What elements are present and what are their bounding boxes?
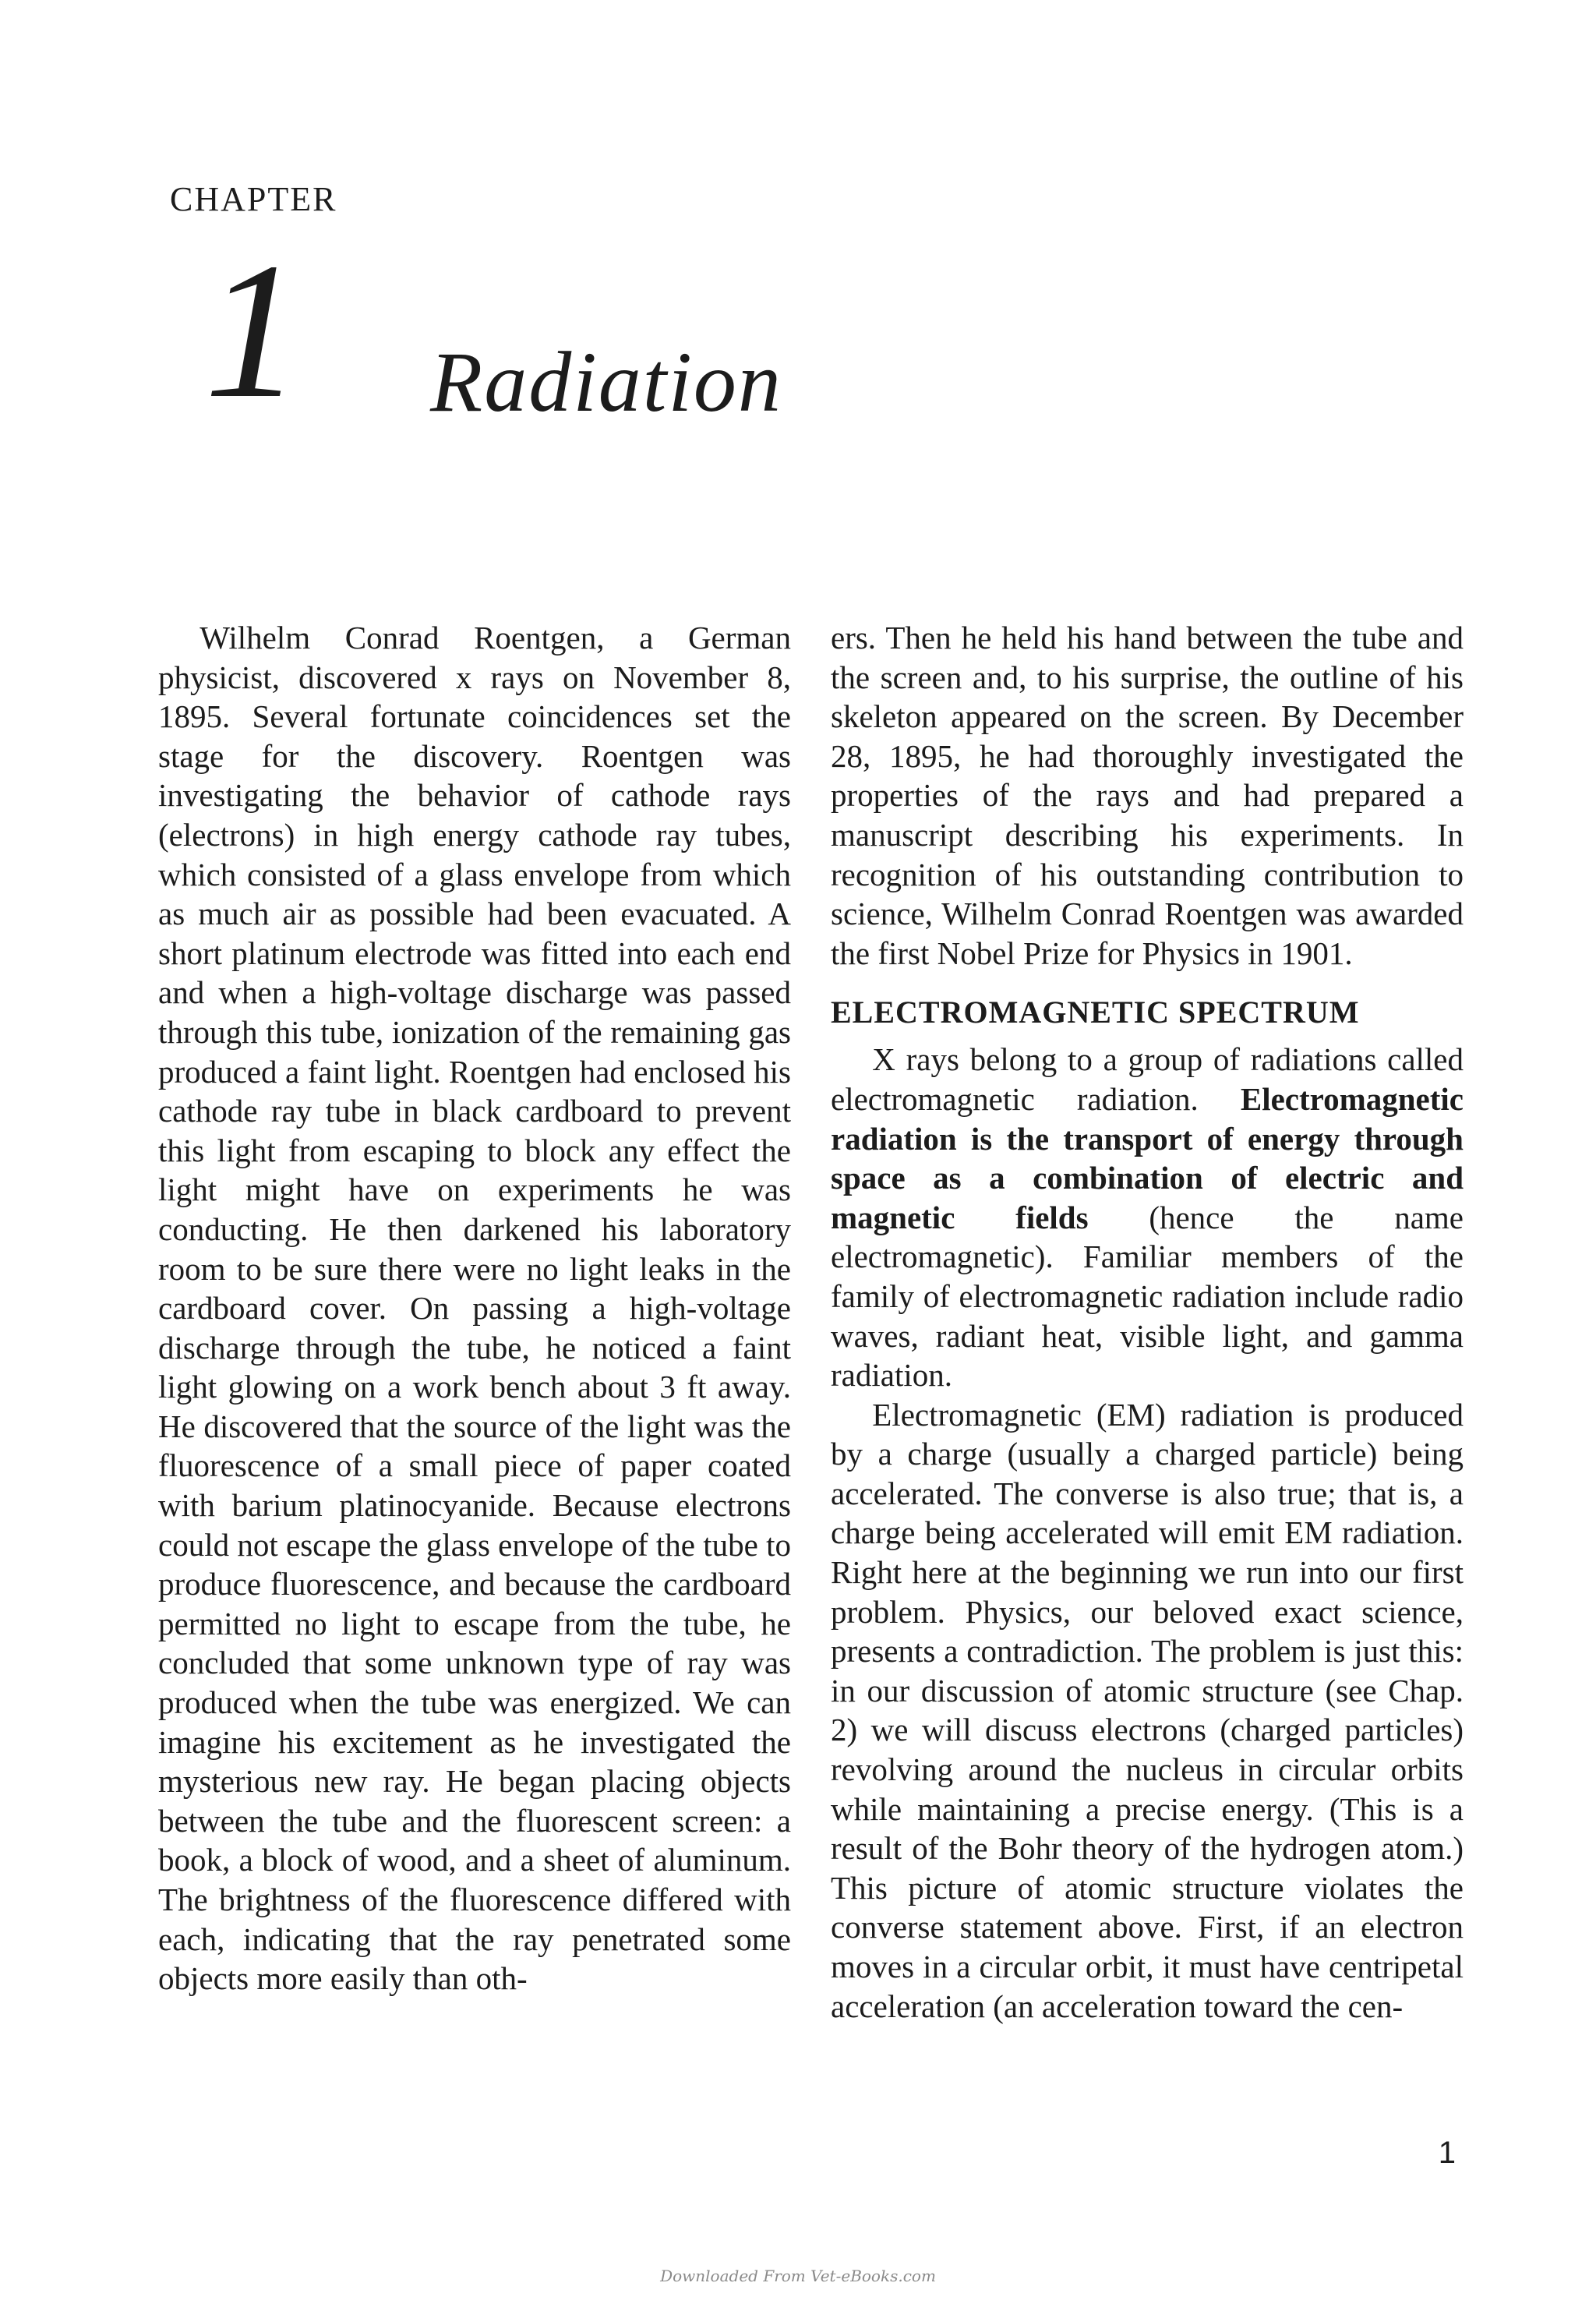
body-paragraph: Wilhelm Conrad Roentgen, a German physicist, discovered x rays on November 8, 1895. Several fortunate coincidences set the stage for the discovery. Roentgen was investigating the behavior of cathode rays (electrons) in high energy cathode ray tubes, which consisted of a glass envelope from which as much air as possible had been evacuated. A short platinum electrode was fitted into each end and when a high-voltage discharge was passed through this tube, ionization of the remaining gas produced a faint light. Roentgen had enclosed his cathode ray tube in black cardboard to prevent this light from escaping to block any effect the light might have on experiments he was conducting. He then darkened his laboratory room to be sure there were no light leaks in the cardboard cover. On passing a high-voltage discharge through the tube, he noticed a faint light glowing on a work bench about 3 ft away. He discovered that the source of the light was the fluorescence of a small piece of paper coated with barium platinocyanide. Because electrons could not escape the glass envelope of the tube to produce fluorescence, and because the cardboard permitted no light to escape from the tube, he concluded that some unknown type of ray was produced when the tube was energized. We can imagine his excitement as he investigated the mysterious new ray. He began placing objects between the tube and the fluorescent screen: a book, a block of wood, and a sheet of aluminum. The brightness of the fluorescence differed with each, indicating that the ray penetrated some objects more easily than oth- — [158, 620, 791, 1997]
paragraph-text: X rays belong to a group of radiations called electromagnetic radiation. — [831, 1041, 1464, 1117]
body-paragraph-continued: ers. Then he held his hand between the tube and the screen and, to his surprise, the outline of his skeleton appeared on the screen. By December 28, 1895, he had thoroughly investigated the properties of the rays and had prepared a manuscript describing his experiments. In recognition of his outstanding contribution to science, Wilhelm Conrad Roentgen was awarded the first Nobel Prize for Physics in 1901. — [831, 620, 1464, 971]
body-paragraph — [831, 1040, 1464, 1394]
chapter-number: 1 — [204, 223, 302, 439]
definition-bold-text: Electromagnetic radiation is the transport of energy through space as a combination of electric and magnetic fields — [831, 1080, 1464, 1235]
left-column — [158, 618, 791, 1998]
right-column — [831, 618, 1464, 2026]
chapter-title: Radiation — [430, 334, 782, 429]
chapter-label: CHAPTER — [170, 180, 337, 218]
watermark: Downloaded From Vet-eBooks.com — [660, 2267, 936, 2285]
page-number: 1 — [1438, 2136, 1456, 2170]
section-heading: ELECTROMAGNETIC SPECTRUM — [831, 995, 1360, 1030]
paragraph-text: (hence the name electromagnetic). Familiar members of the family of electromagnetic radiation include radio waves, radiant heat, visible light, and gamma radiation. — [831, 1199, 1464, 1394]
body-paragraph: Electromagnetic (EM) radiation is produced by a charge (usually a charged particle) being accelerated. The converse is also true; that is, a charge being accelerated will emit EM radiation. Right here at the beginning we run into our first problem. Physics, our beloved exact science, presents a contradiction. The problem is just this: in our discussion of atomic structure (see Chap. 2) we will discuss electrons (charged particles) revolving around the nucleus in circular orbits while maintaining a precise energy. (This is a result of the Bohr theory of the hydrogen atom.) This picture of atomic structure violates the converse statement above. First, if an electron moves in a circular orbit, it must have centripetal acceleration (an acceleration toward the cen- — [831, 1396, 1464, 2024]
